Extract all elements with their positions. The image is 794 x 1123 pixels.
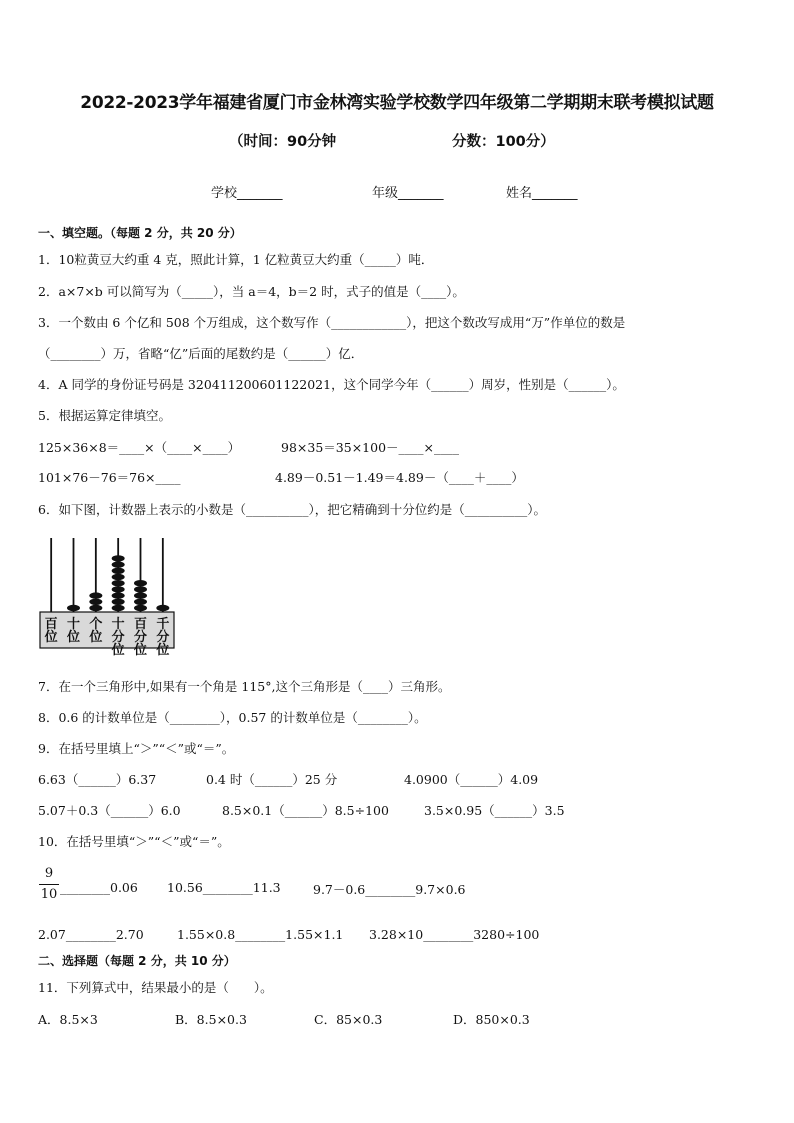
fraction-nine-tenths — [38, 866, 60, 903]
abacus-label-char: 百 — [133, 617, 148, 632]
question-5-row-2b: 4.89－0.51－1.49＝4.89－（____＋____） — [275, 470, 524, 485]
question-10-row-2b: 1.55×0.8________1.55×1.1 — [177, 927, 344, 942]
question-11-option-d: D．850×0.3 — [453, 1012, 530, 1027]
abacus-base — [40, 612, 174, 648]
abacus-label-char: 位 — [156, 643, 170, 658]
question-6: 6．如下图，计数器上表示的小数是（__________），把它精确到十分位约是（__________）。 — [38, 502, 546, 517]
question-3-line-1: 3．一个数由 6 个亿和 508 个万组成，这个数写作（____________），把这个数改写成用“万”作单位的数是 — [38, 315, 626, 330]
abacus-label-char: 百 — [44, 617, 58, 632]
question-9-row-1c: 4.0900（______）4.09 — [404, 772, 539, 787]
fraction-bar — [39, 884, 59, 885]
abacus-label-char: 位 — [44, 630, 58, 645]
abacus-bead — [112, 605, 125, 611]
abacus-bead — [134, 599, 147, 605]
question-9-row-1b: 0.4 时（______）25 分 — [206, 772, 338, 787]
fraction-denominator: 10 — [40, 887, 58, 902]
question-10-row-1c: 9.7－0.6________9.7×0.6 — [313, 882, 466, 897]
abacus-bead — [112, 592, 125, 598]
question-5-row-1b: 98×35＝35×100－____×____ — [281, 440, 459, 455]
abacus-bead — [112, 599, 125, 605]
abacus-bead — [89, 592, 102, 598]
question-7: 7．在一个三角形中,如果有一个角是 115°,这个三角形是（____）三角形。 — [38, 679, 451, 694]
abacus-bead — [112, 568, 125, 574]
question-8: 8．0.6 的计数单位是（________），0.57 的计数单位是（________）。 — [38, 710, 427, 725]
exam-title: 2022-2023学年福建省厦门市金林湾实验学校数学四年级第二学期期末联考模拟试题 — [80, 93, 714, 113]
abacus-label-char: 位 — [89, 630, 103, 645]
abacus-bead — [89, 605, 102, 611]
question-3-line-2: （________）万，省略“亿”后面的尾数约是（______）亿． — [38, 346, 364, 361]
abacus-bead — [112, 580, 125, 586]
abacus-bead — [156, 605, 169, 611]
name-field: 姓名_______ — [506, 186, 578, 201]
abacus-label-char: 位 — [133, 643, 148, 658]
abacus-bead — [112, 561, 125, 567]
abacus-label-char: 千 — [156, 617, 170, 632]
question-10-row-2a: 2.07________2.70 — [38, 927, 144, 942]
time-label: （时间：90分钟 — [229, 134, 337, 150]
school-field: 学校_______ — [211, 186, 283, 201]
abacus-label-char: 位 — [66, 630, 81, 645]
abacus-label-char: 个 — [89, 617, 103, 632]
question-11-option-a: A．8.5×3 — [38, 1012, 98, 1027]
abacus-label-char: 十 — [111, 617, 125, 632]
question-11-option-b: B．8.5×0.3 — [175, 1012, 247, 1027]
abacus-label-char: 分 — [133, 630, 148, 645]
question-5: 5．根据运算定律填空。 — [38, 408, 171, 423]
question-2: 2．a×7×b 可以简写为（_____），当 a＝4，b＝2 时，式子的值是（____）。 — [38, 284, 465, 299]
question-10-row-2c: 3.28×10________3280÷100 — [369, 927, 540, 942]
abacus-bead — [112, 586, 125, 592]
abacus-bead — [134, 592, 147, 598]
abacus-label-char: 分 — [156, 630, 170, 645]
abacus-bead — [112, 555, 125, 561]
abacus-bead — [134, 586, 147, 592]
abacus-bead — [67, 605, 80, 611]
question-10: 10．在括号里填“＞”“＜”或“＝”。 — [38, 834, 230, 849]
question-11-option-c: C．85×0.3 — [314, 1012, 383, 1027]
question-1: 1．10粒黄豆大约重 4 克，照此计算，1 亿粒黄豆大约重（_____）吨． — [38, 252, 434, 267]
question-11: 11．下列算式中，结果最小的是（ ）。 — [38, 980, 273, 995]
question-5-row-1a: 125×36×8＝____×（____×____） — [38, 440, 241, 455]
question-4: 4．A 同学的身份证号码是 320411200601122021，这个同学今年（______）周岁，性别是（______）。 — [38, 377, 625, 392]
question-9-row-2c: 3.5×0.95（______）3.5 — [424, 803, 565, 818]
abacus-bead — [112, 574, 125, 580]
question-9-row-2a: 5.07＋0.3（______）6.0 — [38, 803, 181, 818]
abacus-bead — [89, 599, 102, 605]
section-2-heading: 二、选择题（每题 2 分，共 10 分） — [38, 954, 236, 968]
abacus-figure — [38, 536, 178, 662]
question-10-row-1b: 10.56________11.3 — [167, 880, 281, 895]
question-9-row-2b: 8.5×0.1（______）8.5÷100 — [222, 803, 389, 818]
question-10-row-1a: ________0.06 — [60, 880, 138, 895]
question-5-row-2a: 101×76－76＝76×____ — [38, 470, 181, 485]
score-label: 分数：100分） — [452, 134, 555, 150]
abacus-bead — [134, 605, 147, 611]
question-9: 9．在括号里填上“＞”“＜”或“＝”。 — [38, 741, 235, 756]
question-9-row-1a: 6.63（______）6.37 — [38, 772, 157, 787]
fraction-numerator: 9 — [44, 866, 54, 881]
abacus-label-char: 位 — [111, 643, 125, 658]
abacus-bead — [134, 580, 147, 586]
grade-field: 年级_______ — [372, 186, 444, 201]
abacus-label-char: 十 — [66, 617, 81, 632]
section-1-heading: 一、填空题。（每题 2 分，共 20 分） — [38, 226, 242, 240]
abacus-label-char: 分 — [111, 630, 125, 645]
